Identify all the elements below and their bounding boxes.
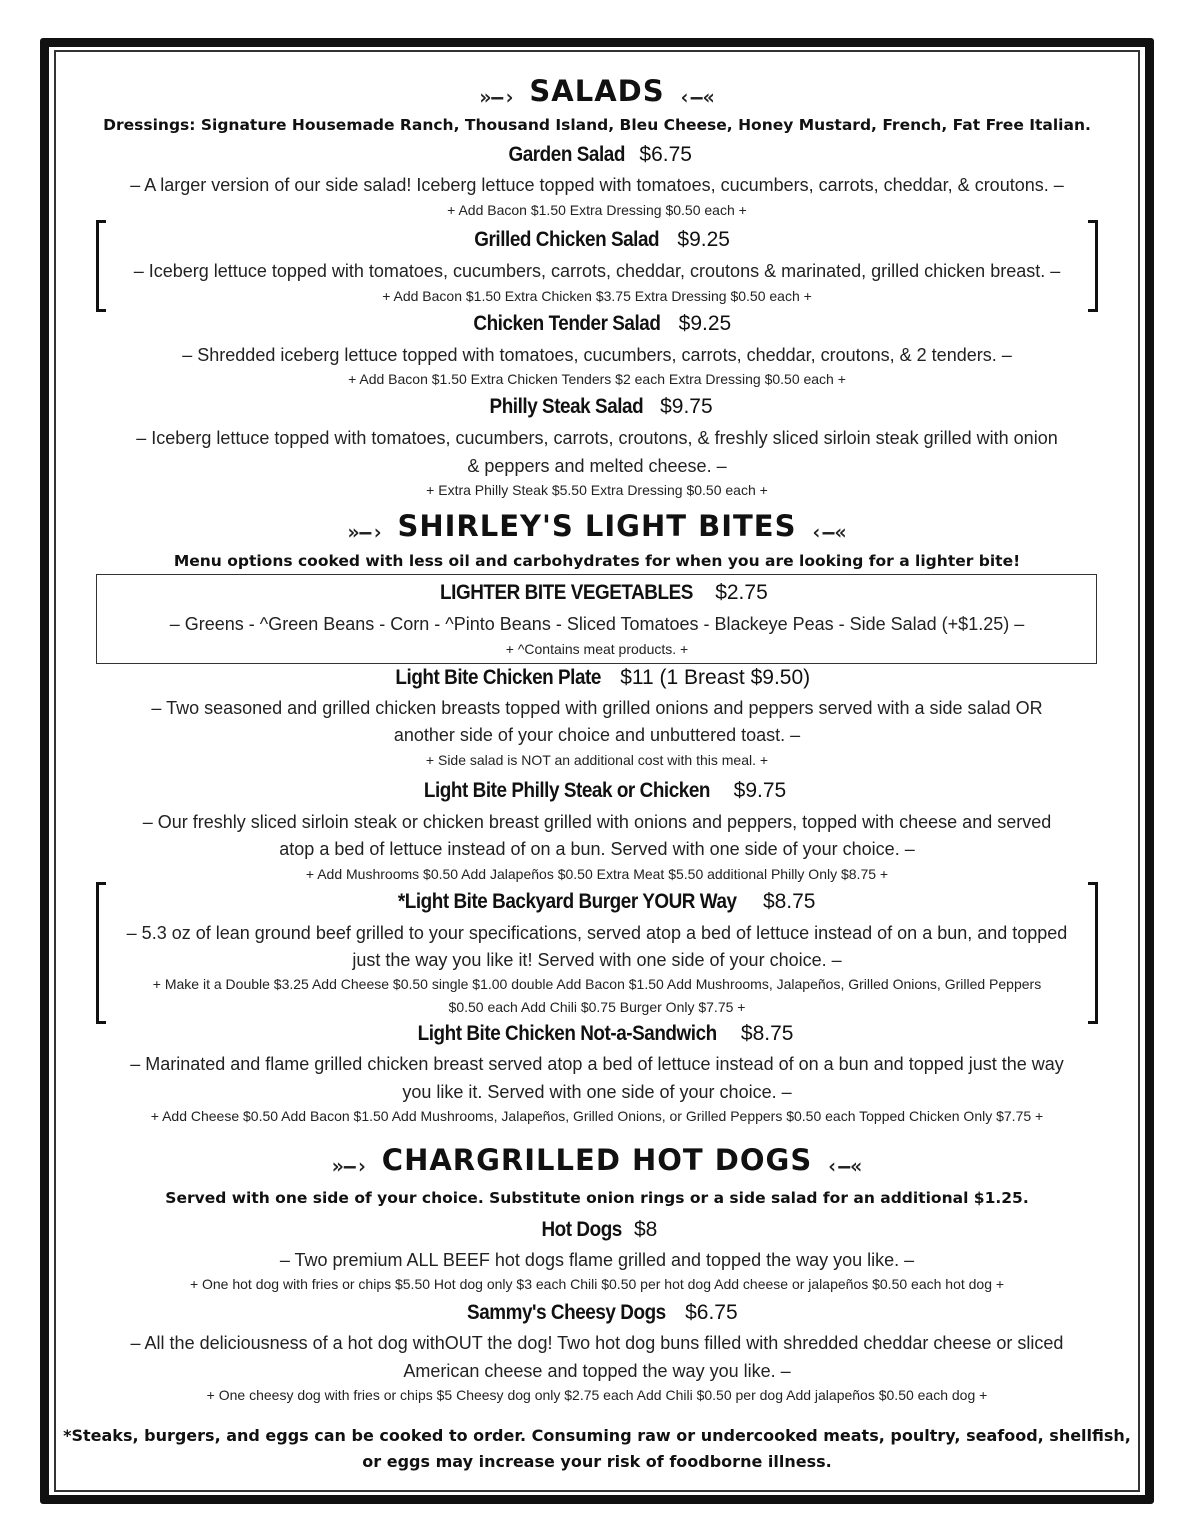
- item-title: Hot Dogs $8: [541, 1218, 658, 1241]
- item-description: – Iceberg lettuce topped with tomatoes, cucumbers, carrots, croutons, & freshly sliced sirloin steak grilled with onion: [136, 428, 1058, 448]
- item-addons: + Extra Philly Steak $5.50 Extra Dressing $0.50 each +: [426, 482, 768, 498]
- item-description: – 5.3 oz of lean ground beef grilled to your specifications, served atop a bed of lettuce instead of on a bun, and topped: [126, 923, 1068, 943]
- item-description: – Two seasoned and grilled chicken breasts topped with grilled onions and peppers served with a side salad OR: [151, 698, 1043, 718]
- item-addons: + One cheesy dog with fries or chips $5 Cheesy dog only $2.75 each Add Chili $0.50 per dog Add jalapeños $0.50 each dog +: [206, 1387, 988, 1403]
- item-description: another side of your choice and unbuttered toast. –: [393, 725, 801, 745]
- item-description: American cheese and topped the way you like. –: [403, 1361, 791, 1381]
- item-title: *Light Bite Backyard Burger YOUR Way $8.75: [397, 890, 816, 913]
- item-description: – Greens - ^Green Beans - Corn - ^Pinto Beans - Sliced Tomatoes - Blackeye Peas - Side Salad (+$1.25) –: [169, 614, 1025, 634]
- item-description: – Our freshly sliced sirloin steak or chicken breast grilled with onions and peppers, topped with cheese and served: [142, 812, 1052, 832]
- footer-disclaimer: *Steaks, burgers, and eggs can be cooked to order. Consuming raw or undercooked meats, poultry, seafood, shellfish,: [63, 1426, 1131, 1445]
- item-description: – A larger version of our side salad! Iceberg lettuce topped with tomatoes, cucumbers, carrots, cheddar, & croutons. –: [130, 175, 1064, 195]
- item-title: Chicken Tender Salad $9.25: [473, 312, 732, 335]
- salads-title: SALADS: [529, 74, 665, 108]
- item-title: Light Bite Philly Steak or Chicken $9.75: [423, 779, 787, 802]
- item-addons: + Add Bacon $1.50 Extra Chicken $3.75 Extra Dressing $0.50 each +: [382, 288, 812, 304]
- item-addons: + Add Bacon $1.50 Extra Dressing $0.50 each +: [447, 202, 747, 218]
- item-addons: + Add Cheese $0.50 Add Bacon $1.50 Add Mushrooms, Jalapeños, Grilled Onions, or Grilled Peppers $0.50 each Topped Chicken Only $7.75 +: [150, 1108, 1044, 1124]
- light-bites-subtitle: Menu options cooked with less oil and carbohydrates for when you are looking for a lighter bite!: [173, 552, 1021, 570]
- item-description: – All the deliciousness of a hot dog withOUT the dog! Two hot dog buns filled with shredded cheddar cheese or sliced: [130, 1333, 1064, 1353]
- item-title: Grilled Chicken Salad $9.25: [474, 228, 730, 251]
- item-title: LIGHTER BITE VEGETABLES $2.75: [440, 581, 768, 604]
- arrow-right-icon: »—›: [347, 519, 384, 544]
- item-addons: + Add Mushrooms $0.50 Add Jalapeños $0.50 Extra Meat $5.50 additional Philly Only $8.75 +: [305, 866, 889, 882]
- item-title: Garden Salad $6.75: [508, 143, 692, 166]
- item-title: Light Bite Chicken Plate $11 (1 Breast $9.50): [395, 666, 811, 689]
- item-description: atop a bed of lettuce instead of on a bun. Served with one side of your choice. –: [279, 839, 915, 859]
- item-addons: + ^Contains meat products. +: [505, 641, 689, 657]
- item-addons: + One hot dog with fries or chips $5.50 Hot dog only $3 each Chili $0.50 per hot dog Add cheese or jalapeños $0.50 each hot dog +: [189, 1276, 1005, 1292]
- arrow-right-icon: »—›: [331, 1153, 368, 1178]
- item-description: just the way you like it! Served with one side of your choice. –: [352, 950, 842, 970]
- arrow-left-icon: ‹—«: [810, 519, 847, 544]
- hot-dogs-title: CHARGRILLED HOT DOGS: [381, 1143, 813, 1177]
- hot-dogs-subtitle: Served with one side of your choice. Substitute onion rings or a side salad for an additional $1.25.: [165, 1189, 1029, 1207]
- item-addons: $0.50 each Add Chili $0.75 Burger Only $7.75 +: [448, 999, 746, 1015]
- item-description: – Marinated and flame grilled chicken breast served atop a bed of lettuce instead of on a bun and topped just the way: [130, 1054, 1064, 1074]
- arrow-right-icon: »—›: [479, 84, 516, 109]
- item-description: – Iceberg lettuce topped with tomatoes, cucumbers, carrots, cheddar, croutons & marinated, grilled chicken breast. –: [133, 261, 1061, 281]
- arrow-left-icon: ‹—«: [826, 1153, 863, 1178]
- item-description: you like it. Served with one side of your choice. –: [402, 1082, 792, 1102]
- item-description: – Shredded iceberg lettuce topped with tomatoes, cucumbers, carrots, cheddar, croutons, & 2 tenders. –: [182, 345, 1012, 365]
- item-addons: + Add Bacon $1.50 Extra Chicken Tenders $2 each Extra Dressing $0.50 each +: [348, 371, 846, 387]
- item-addons: + Make it a Double $3.25 Add Cheese $0.50 single $1.00 double Add Bacon $1.50 Add Mushrooms, Jalapeños, Grilled Onions, Grilled Peppers: [152, 976, 1042, 992]
- item-title: Philly Steak Salad $9.75: [489, 395, 713, 418]
- item-description: & peppers and melted cheese. –: [467, 456, 727, 476]
- light-bites-title: SHIRLEY'S LIGHT BITES: [397, 509, 797, 543]
- arrow-left-icon: ‹—«: [678, 84, 715, 109]
- item-title: Sammy's Cheesy Dogs $6.75: [467, 1301, 738, 1324]
- light-bites-header: [60, 509, 1134, 544]
- footer-disclaimer: or eggs may increase your risk of foodborne illness.: [362, 1452, 832, 1471]
- hot-dogs-header: [60, 1143, 1134, 1178]
- salads-header: [60, 74, 1134, 109]
- salads-subtitle: Dressings: Signature Housemade Ranch, Thousand Island, Bleu Cheese, Honey Mustard, French, Fat Free Italian.: [103, 116, 1091, 134]
- item-title: Light Bite Chicken Not-a-Sandwich $8.75: [417, 1022, 794, 1045]
- item-description: – Two premium ALL BEEF hot dogs flame grilled and topped the way you like. –: [279, 1250, 915, 1270]
- item-addons: + Side salad is NOT an additional cost with this meal. +: [425, 752, 769, 768]
